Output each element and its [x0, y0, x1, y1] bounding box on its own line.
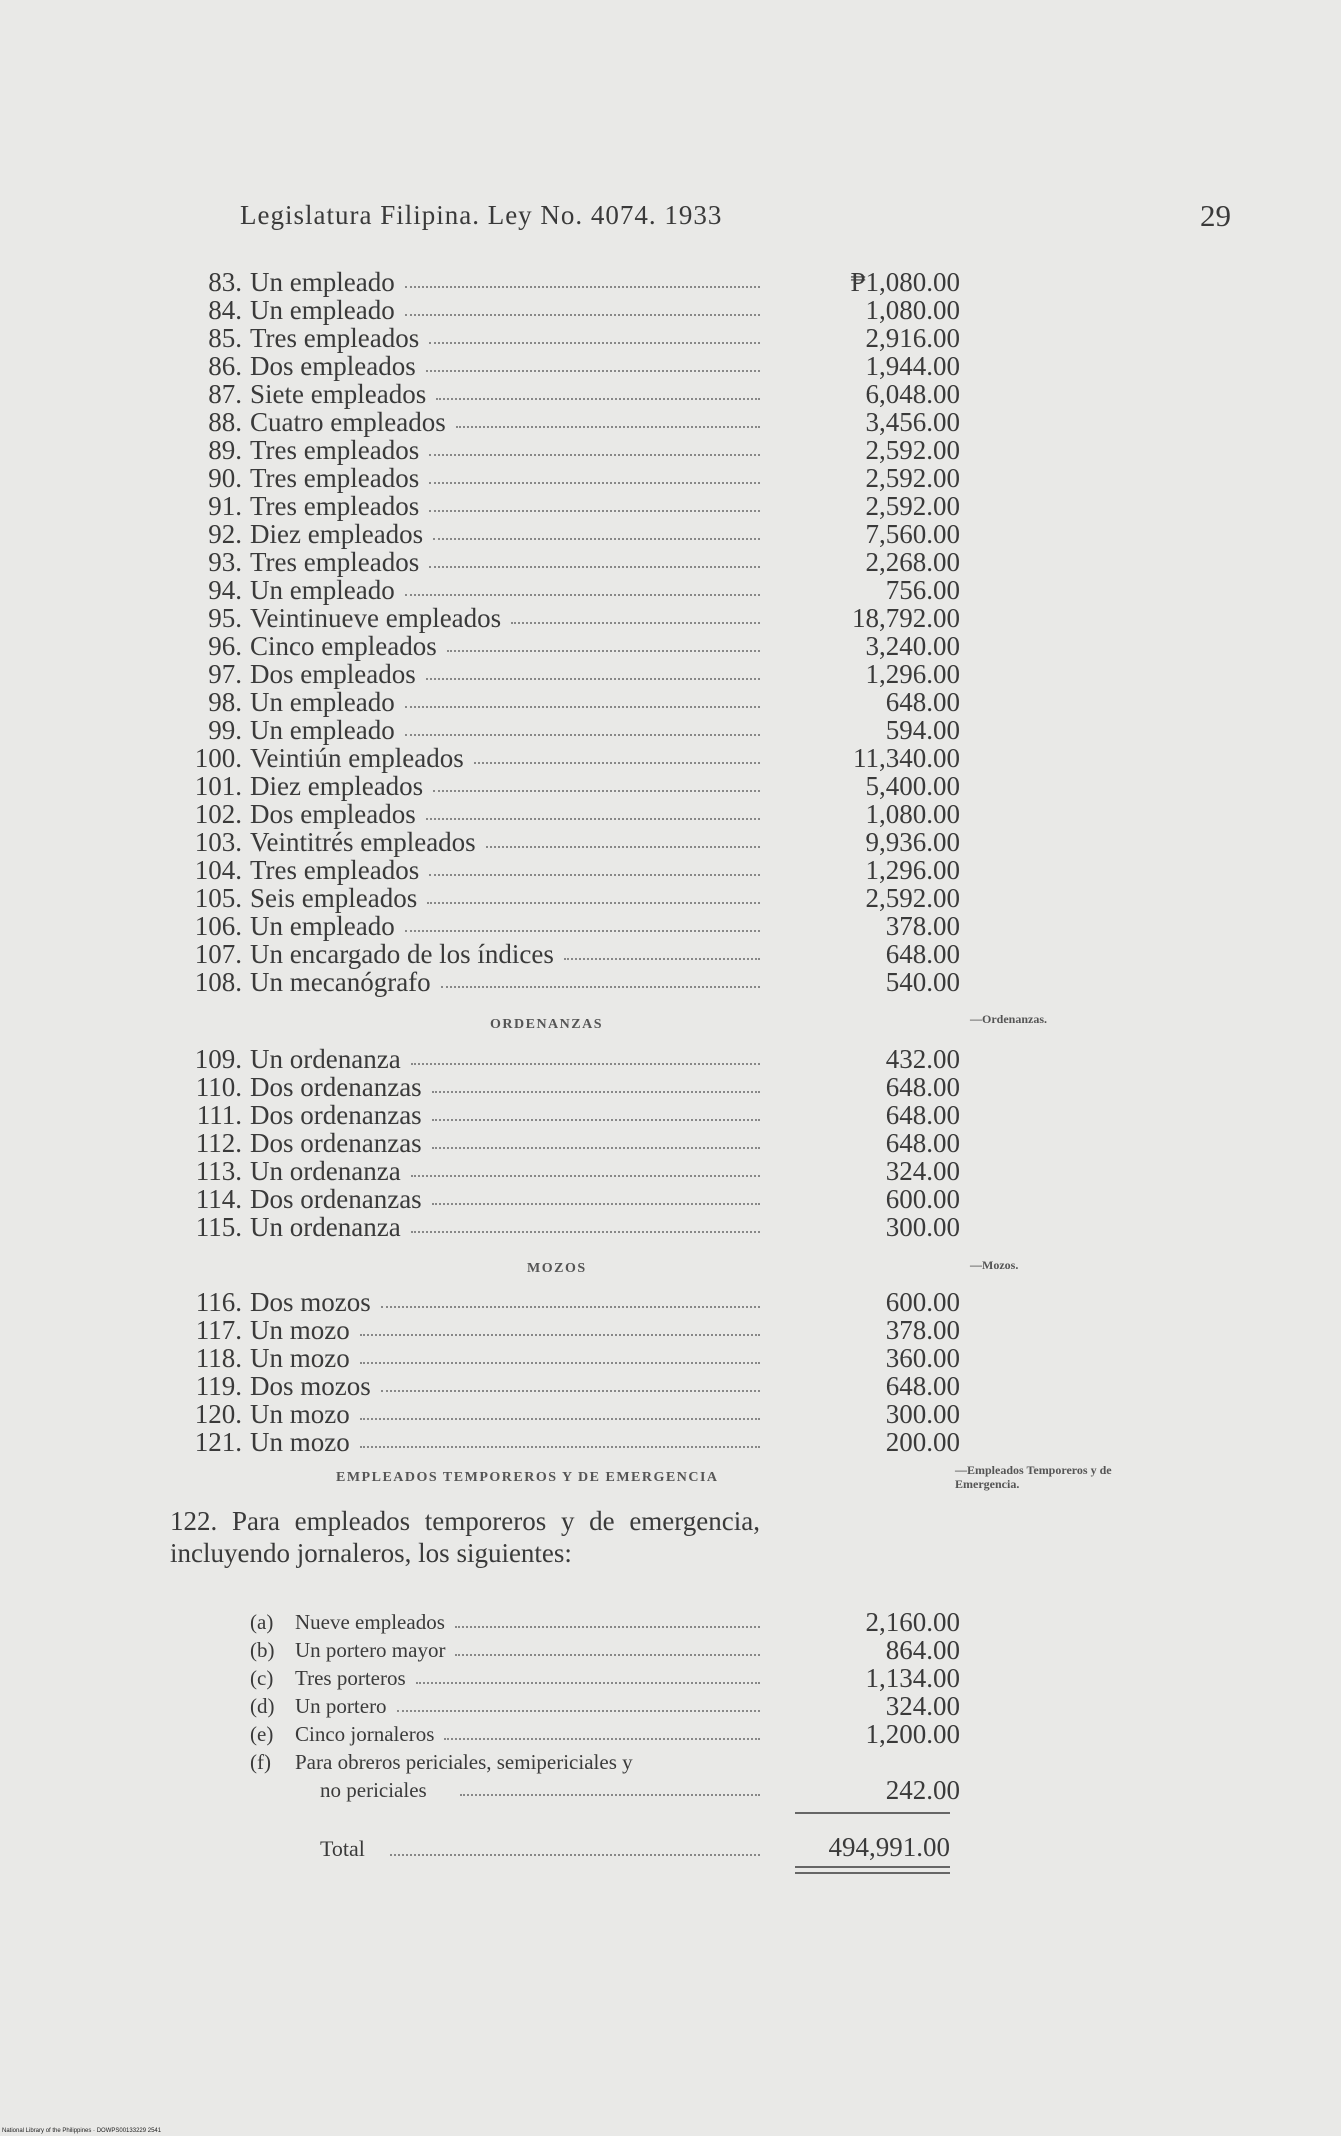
dot-leader [381, 1390, 760, 1392]
item-label: Diez empleados [250, 771, 424, 801]
item-number: 120. [194, 1399, 242, 1429]
temporeros-last-item [250, 1748, 960, 1810]
list-item [180, 408, 960, 436]
dot-leader [564, 958, 760, 960]
total-amount: 494,991.00 [828, 1832, 950, 1862]
item-amount: 756.00 [885, 575, 960, 605]
item-label: Cinco jornaleros [295, 1722, 435, 1746]
dot-leader [426, 370, 760, 372]
dot-leader [455, 1654, 760, 1656]
paragraph-122: 122. Para empleados temporeros y de emergencia, incluyendo jornaleros, los siguientes: [170, 1506, 760, 1568]
item-label: Dos ordenanzas [250, 1184, 422, 1214]
item-amount: 378.00 [885, 911, 960, 941]
item-number: 86. [208, 351, 242, 381]
item-label: Tres porteros [295, 1666, 406, 1690]
item-amount: 324.00 [885, 1691, 960, 1721]
item-number: 89. [208, 435, 242, 465]
dot-leader [432, 1119, 760, 1121]
item-label: Dos empleados [250, 351, 416, 381]
item-amount: 600.00 [885, 1184, 960, 1214]
margin-note-temporeros: —Empleados Temporeros y de Emergencia. [955, 1463, 1112, 1491]
item-amount: ₱1,080.00 [850, 267, 960, 297]
item-number: 118. [195, 1343, 242, 1373]
item-number: 94. [208, 575, 242, 605]
item-number: 111. [196, 1100, 242, 1130]
item-amount: 18,792.00 [852, 603, 960, 633]
item-amount: 864.00 [885, 1635, 960, 1665]
item-label: Diez empleados [250, 519, 424, 549]
item-label: Dos empleados [250, 799, 416, 829]
item-amount: 1,296.00 [865, 659, 960, 689]
item-label: Dos mozos [250, 1287, 371, 1317]
dot-leader [411, 1175, 760, 1177]
item-amount: 1,200.00 [865, 1719, 960, 1749]
item-label: Tres empleados [250, 323, 420, 353]
list-item [180, 1372, 960, 1400]
list-item [180, 464, 960, 492]
dot-leader [381, 1306, 760, 1308]
list-item [180, 660, 960, 688]
item-label: Un empleado [250, 687, 395, 717]
dot-leader [416, 1682, 760, 1684]
dot-leader [426, 818, 760, 820]
item-label: Dos ordenanzas [250, 1100, 422, 1130]
item-number: 101. [194, 771, 242, 801]
list-item [180, 716, 960, 744]
item-number: 108. [194, 967, 242, 997]
item-amount: 324.00 [885, 1156, 960, 1186]
dot-leader [390, 1854, 760, 1856]
list-item [180, 380, 960, 408]
dot-leader [429, 874, 760, 876]
item-number: 99. [208, 715, 242, 745]
dot-leader [474, 762, 760, 764]
dot-leader [405, 314, 760, 316]
dot-leader [405, 286, 760, 288]
temporeros-list [250, 1608, 960, 1748]
section-title-temporeros: EMPLEADOS TEMPOREROS Y DE EMERGENCIA [336, 1470, 719, 1485]
item-number: 87. [208, 379, 242, 409]
list-item [180, 800, 960, 828]
item-amount: 2,592.00 [865, 883, 960, 913]
list-item [180, 268, 960, 296]
section-title-mozos: MOZOS [527, 1261, 587, 1276]
list-item [180, 1185, 960, 1213]
list-item [180, 436, 960, 464]
dot-leader [397, 1710, 760, 1712]
item-label: Seis empleados [250, 883, 418, 913]
dot-leader [433, 790, 760, 792]
item-amount: 648.00 [885, 1100, 960, 1130]
list-item [250, 1720, 960, 1748]
item-amount: 378.00 [885, 1315, 960, 1345]
dot-leader [360, 1362, 760, 1364]
item-letter: (e) [250, 1722, 274, 1746]
item-number: 121. [194, 1427, 242, 1457]
list-item [180, 1213, 960, 1241]
list-item [180, 856, 960, 884]
list-item [180, 1316, 960, 1344]
list-item [180, 828, 960, 856]
item-label: Siete empleados [250, 379, 427, 409]
item-label: Veintitrés empleados [250, 827, 476, 857]
list-item [180, 1428, 960, 1456]
list-item [180, 912, 960, 940]
item-number: 117. [195, 1315, 242, 1345]
list-item [250, 1664, 960, 1692]
item-amount: 648.00 [885, 1072, 960, 1102]
list-item [180, 520, 960, 548]
item-number: 85. [208, 323, 242, 353]
item-amount: 9,936.00 [865, 827, 960, 857]
dot-leader [429, 454, 760, 456]
dot-leader [429, 482, 760, 484]
list-item [180, 1288, 960, 1316]
list-item [250, 1608, 960, 1636]
item-amount: 200.00 [885, 1427, 960, 1457]
item-label: Tres empleados [250, 855, 420, 885]
list-item [250, 1692, 960, 1720]
item-number: 83. [208, 267, 242, 297]
list-item [180, 744, 960, 772]
item-number: 105. [194, 883, 242, 913]
item-number: 112. [195, 1128, 242, 1158]
item-amount: 540.00 [885, 967, 960, 997]
item-amount: 3,240.00 [865, 631, 960, 661]
item-number: 109. [194, 1044, 242, 1074]
item-amount: 3,456.00 [865, 407, 960, 437]
dot-leader [441, 986, 760, 988]
list-item [180, 576, 960, 604]
list-item [180, 1157, 960, 1185]
item-label: Tres empleados [250, 463, 420, 493]
dot-leader [405, 734, 760, 736]
list-item [180, 1344, 960, 1372]
list-item [180, 968, 960, 996]
item-number: 84. [208, 295, 242, 325]
item-amount: 1,134.00 [865, 1663, 960, 1693]
item-letter: (f) [250, 1750, 271, 1774]
dot-leader [432, 1203, 760, 1205]
item-number: 113. [195, 1156, 242, 1186]
total-row [320, 1832, 950, 1862]
total-double-rule-2 [795, 1872, 950, 1874]
item-amount: 2,592.00 [865, 463, 960, 493]
dot-leader [429, 342, 760, 344]
list-item [180, 884, 960, 912]
item-amount: 648.00 [885, 939, 960, 969]
list-item [180, 548, 960, 576]
dot-leader [432, 1091, 760, 1093]
mozos-list [180, 1288, 960, 1456]
item-label: Un empleado [250, 267, 395, 297]
dot-leader [455, 1626, 760, 1628]
list-item [180, 604, 960, 632]
item-amount: 2,592.00 [865, 435, 960, 465]
dot-leader [444, 1738, 760, 1740]
item-amount: 11,340.00 [853, 743, 960, 773]
dot-leader [360, 1334, 760, 1336]
list-item [180, 632, 960, 660]
dot-leader [405, 706, 760, 708]
list-item [180, 324, 960, 352]
item-label: Cuatro empleados [250, 407, 446, 437]
item-amount: 360.00 [885, 1343, 960, 1373]
section-title-ordenanzas: ORDENANZAS [490, 1017, 604, 1032]
list-item [180, 1073, 960, 1101]
list-item [180, 1400, 960, 1428]
item-amount: 648.00 [885, 1371, 960, 1401]
dot-leader [411, 1063, 760, 1065]
page-number: 29 [1200, 198, 1231, 233]
item-amount: 6,048.00 [865, 379, 960, 409]
item-label: Un encargado de los índices [250, 939, 554, 969]
empleados-list [180, 268, 960, 996]
list-item [180, 1129, 960, 1157]
item-number: 95. [208, 603, 242, 633]
item-amount: 594.00 [885, 715, 960, 745]
item-label: Tres empleados [250, 547, 420, 577]
item-letter: (d) [250, 1694, 275, 1718]
list-item [180, 1045, 960, 1073]
list-item [180, 772, 960, 800]
dot-leader [360, 1418, 760, 1420]
item-label: Un mozo [250, 1427, 350, 1457]
item-number: 97. [208, 659, 242, 689]
dot-leader [405, 930, 760, 932]
item-label-line1: Para obreros periciales, semipericiales y [295, 1750, 633, 1774]
list-item [180, 296, 960, 324]
total-double-rule-1 [795, 1866, 950, 1868]
item-letter: (c) [250, 1666, 274, 1690]
dot-leader [432, 1147, 760, 1149]
item-amount: 2,592.00 [865, 491, 960, 521]
dot-leader [486, 846, 760, 848]
item-number: 116. [195, 1287, 242, 1317]
running-header [240, 200, 1240, 240]
item-label: Nueve empleados [295, 1610, 445, 1634]
dot-leader [405, 594, 760, 596]
item-label: Veintinueve empleados [250, 603, 502, 633]
dot-leader [360, 1446, 760, 1448]
item-label: Un portero mayor [295, 1638, 446, 1662]
item-amount: 300.00 [885, 1399, 960, 1429]
item-number: 106. [194, 911, 242, 941]
item-amount: 5,400.00 [865, 771, 960, 801]
dot-leader [426, 678, 760, 680]
item-label: Un mozo [250, 1315, 350, 1345]
item-amount: 2,916.00 [865, 323, 960, 353]
item-number: 88. [208, 407, 242, 437]
list-item [180, 1101, 960, 1129]
dot-leader [429, 510, 760, 512]
dot-leader [411, 1231, 760, 1233]
item-label: Un empleado [250, 911, 395, 941]
item-amount: 1,080.00 [865, 295, 960, 325]
item-amount: 432.00 [885, 1044, 960, 1074]
list-item [180, 688, 960, 716]
item-label: Dos empleados [250, 659, 416, 689]
item-label: Un ordenanza [250, 1156, 401, 1186]
item-amount: 648.00 [885, 1128, 960, 1158]
list-item [180, 492, 960, 520]
dot-leader [436, 398, 760, 400]
item-label: Tres empleados [250, 435, 420, 465]
item-amount: 2,268.00 [865, 547, 960, 577]
dot-leader [460, 1794, 760, 1796]
item-amount: 7,560.00 [865, 519, 960, 549]
dot-leader [456, 426, 760, 428]
item-label: Un mozo [250, 1343, 350, 1373]
item-label: Cinco empleados [250, 631, 437, 661]
item-number: 119. [195, 1371, 242, 1401]
item-number: 110. [195, 1072, 242, 1102]
item-label: Un empleado [250, 715, 395, 745]
item-amount: 600.00 [885, 1287, 960, 1317]
item-label-line2: no periciales [320, 1778, 427, 1802]
item-number: 102. [194, 799, 242, 829]
margin-note-ordenanzas: —Ordenanzas. [970, 1012, 1048, 1026]
item-number: 104. [194, 855, 242, 885]
item-label: Un mecanógrafo [250, 967, 431, 997]
item-amount: 300.00 [885, 1212, 960, 1242]
item-number: 115. [195, 1212, 242, 1242]
item-label: Dos ordenanzas [250, 1128, 422, 1158]
list-item [180, 352, 960, 380]
item-label: Un empleado [250, 575, 395, 605]
item-number: 91. [208, 491, 242, 521]
item-number: 90. [208, 463, 242, 493]
item-number: 96. [208, 631, 242, 661]
item-letter: (a) [250, 1610, 274, 1634]
dot-leader [447, 650, 760, 652]
item-number: 107. [194, 939, 242, 969]
dot-leader [427, 902, 760, 904]
item-label: Un ordenanza [250, 1212, 401, 1242]
list-item [180, 940, 960, 968]
item-label: Un portero [295, 1694, 387, 1718]
item-label: Un ordenanza [250, 1044, 401, 1074]
running-title: Legislatura Filipina. Ley No. 4074. 1933 [240, 200, 723, 230]
item-amount: 2,160.00 [865, 1607, 960, 1637]
item-label: Tres empleados [250, 491, 420, 521]
item-amount: 1,296.00 [865, 855, 960, 885]
margin-note-mozos: —Mozos. [970, 1258, 1019, 1272]
item-number: 114. [195, 1184, 242, 1214]
subtotal-rule [795, 1812, 950, 1814]
item-letter: (b) [250, 1638, 275, 1662]
dot-leader [429, 566, 760, 568]
item-number: 93. [208, 547, 242, 577]
ordenanzas-list [180, 1045, 960, 1241]
item-number: 98. [208, 687, 242, 717]
item-amount: 242.00 [885, 1775, 960, 1805]
total-label: Total [320, 1836, 365, 1861]
item-label: Veintiún empleados [250, 743, 464, 773]
dot-leader [511, 622, 760, 624]
item-amount: 1,944.00 [865, 351, 960, 381]
item-number: 100. [194, 743, 242, 773]
item-label: Un mozo [250, 1399, 350, 1429]
dot-leader [433, 538, 760, 540]
item-label: Dos ordenanzas [250, 1072, 422, 1102]
scan-footer: National Library of the Philippines · DOWPS00133229 2541 [2, 2128, 162, 2134]
item-label: Un empleado [250, 295, 395, 325]
item-number: 103. [194, 827, 242, 857]
item-amount: 648.00 [885, 687, 960, 717]
item-amount: 1,080.00 [865, 799, 960, 829]
list-item [250, 1636, 960, 1664]
item-number: 92. [208, 519, 242, 549]
item-label: Dos mozos [250, 1371, 371, 1401]
